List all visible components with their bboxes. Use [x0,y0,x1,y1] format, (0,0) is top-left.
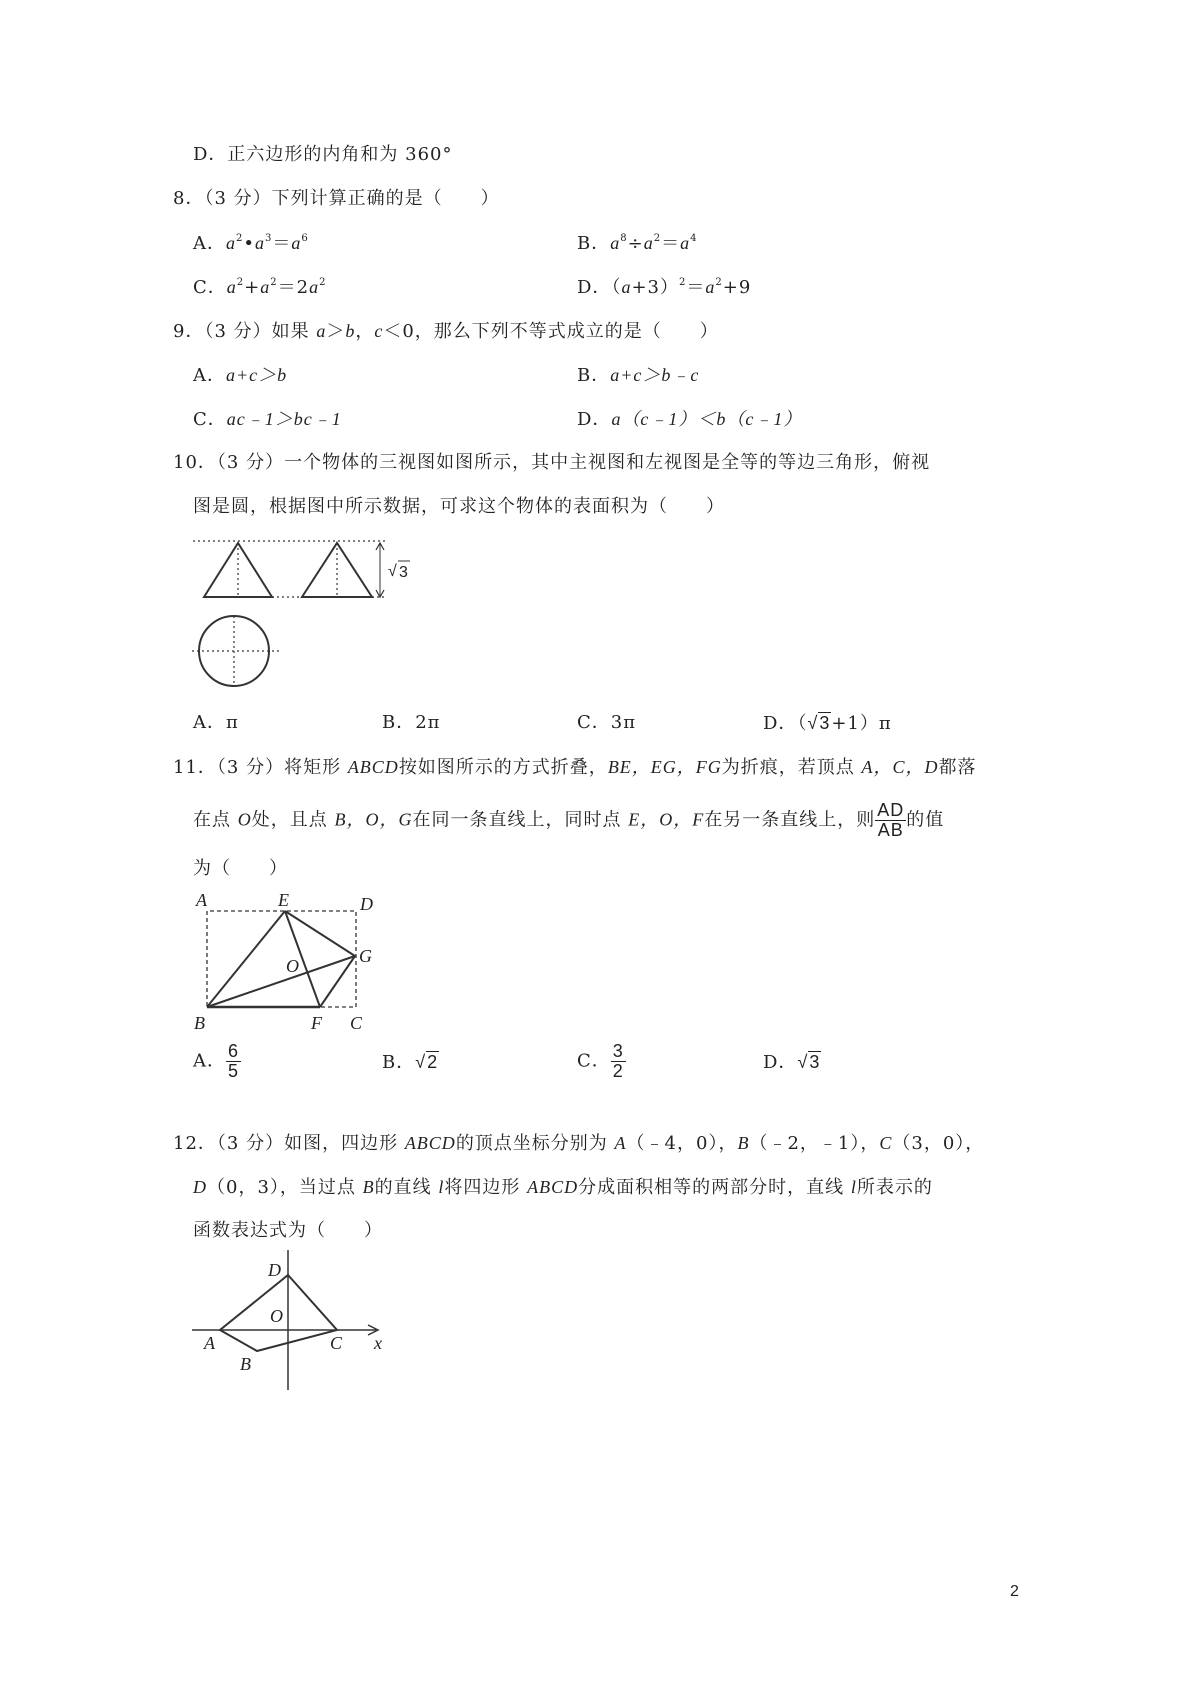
math-op: • [243,233,255,254]
option-label: D． [763,713,798,734]
option-label: C． [577,1050,611,1072]
exponent: 4 [690,233,698,244]
label-x: x [374,1333,382,1353]
option-expr: a+c＞b﹣c [610,365,700,385]
option-label: C． [577,712,611,733]
q9-option-d [577,407,802,432]
math-op: +9 [722,277,752,298]
fraction-denominator: 2 [612,1061,624,1081]
stem-text: 都落 [938,757,977,778]
q7-option-d: D．正六边形的内角和为 360° [193,144,453,165]
label-b: B [240,1354,251,1374]
stem-text: 为折痕，若顶点 [721,757,862,778]
math-var: B，O，G [334,809,413,830]
math-var: B [737,1133,750,1153]
exponent: 3 [265,233,273,244]
q12-stem-line1 [173,1131,984,1156]
math-op: ＝ [661,233,681,254]
math-var: a [610,233,621,253]
math-var: O [237,809,252,830]
stem-text: 在同一条直线上，同时点 [412,809,629,831]
math-op: ÷ [627,233,644,254]
coord-text: （﹣4，0）， [626,1133,738,1154]
math-var: BE，EG，FG [607,757,722,777]
exponent: 2 [319,277,327,288]
math-var: a [705,277,716,297]
option-label: A． [193,712,226,733]
stem-text: 的顶点坐标分别为 [455,1133,615,1154]
label-c: C [330,1333,343,1353]
math-var: l [438,1177,445,1197]
q12-coordinate-figure [190,1250,400,1400]
option-label: B． [577,365,611,386]
exponent: 2 [236,233,244,244]
stem-text: 将四边形 [444,1177,528,1198]
radicand: 3 [819,713,831,733]
math-var: b [345,321,356,341]
exponent: 2 [653,233,662,244]
option-fraction [611,1042,626,1081]
label-o: O [286,956,299,976]
math-var: D [193,1177,207,1197]
coord-text: （0，3），当过点 [207,1177,363,1198]
option-label: D． [577,409,612,430]
label-a: A [204,1333,215,1353]
option-fraction [226,1042,241,1081]
exponent: 2 [236,277,245,288]
option-label: B． [382,1052,416,1073]
q8-option-b [577,231,697,256]
rectangle-outline [207,911,356,1007]
q11-option-a [193,1042,241,1081]
math-var: a [680,233,691,253]
option-label: A． [193,1050,226,1072]
option-label: C． [193,409,227,430]
page-number: 2 [1010,1583,1019,1600]
q8-option-d [577,275,751,300]
sqrt-expr: √3 [797,1052,821,1072]
fraction-numerator: AD [877,800,905,820]
math-var: B [362,1177,375,1197]
option-label: D． [577,277,612,298]
q9-option-b [577,363,699,388]
math-var: a [643,233,654,253]
q8-option-a [193,231,309,256]
option-expr: ac﹣1＞bc﹣1 [226,409,342,429]
math-var: a [316,321,327,341]
q10-stem-line2: 图是圆，根据图中所示数据，可求这个物体的表面积为（ ） [193,496,725,517]
label-e: E [278,890,289,910]
fraction-numerator: 3 [612,1041,624,1061]
radicand: 3 [809,1052,821,1072]
coord-text: （3，0）， [892,1133,985,1154]
stem-text: 12．（3 分）如图，四边形 [173,1133,405,1154]
radicand: 2 [427,1052,439,1072]
paren: （ [611,277,622,298]
math-var: a [226,277,237,297]
math-var: C [879,1133,893,1153]
stem-text: 分成面积相等的两部分时，直线 [578,1177,851,1198]
crease-fg [320,956,355,1007]
q11-option-b [382,1050,439,1075]
stem-text: 的直线 [374,1177,439,1198]
q11-stem-line1 [173,755,977,780]
math-op: ＝ [686,277,706,298]
math-var: E，O，F [628,809,705,830]
stem-text: 11．（3 分）将矩形 [173,757,348,778]
label-g: G [359,946,372,966]
stem-text: ， [355,321,375,342]
q9-stem [173,319,719,344]
q8-option-c [193,275,326,300]
q10-three-view-figure [190,530,420,690]
option-expr: a+c＞b [226,365,288,385]
ratio-fraction [875,801,906,840]
height-sqrt-sign: √ [388,563,397,580]
q12-stem-line2 [193,1175,933,1200]
option-label: C． [193,277,227,298]
q9-option-c [193,407,342,432]
math-op: ＞ [326,321,346,342]
exponent: 2 [270,277,278,288]
fraction-denominator: AB [877,820,904,840]
segment-bg [207,956,355,1007]
q11-stem-line3: 为（ ） [193,858,288,879]
math-var: a [291,233,302,253]
option-expr: +1）π [831,713,892,734]
option-label: A． [193,233,226,254]
math-var: A，C，D [861,757,939,777]
math-var: a [260,277,271,297]
math-var: ABCD [527,1177,579,1197]
stem-text: 所表示的 [856,1177,933,1198]
option-expr: 2π [415,712,441,733]
q11-option-c [577,1042,626,1081]
stem-text: 按如图所示的方式折叠， [398,757,608,778]
math-var: a [226,233,236,253]
label-b: B [194,1013,205,1032]
math-var: c [374,321,384,341]
label-c: C [350,1013,363,1032]
math-var: ABCD [404,1133,456,1153]
q10-stem-line1: 10．（3 分）一个物体的三视图如图所示，其中主视图和左视图是全等的等边三角形，俯视 [173,452,931,473]
coord-text: （﹣2，﹣1）， [749,1133,880,1154]
math-op: + [244,277,261,298]
q11-folded-rectangle-figure [190,890,390,1032]
option-label: A． [193,365,226,386]
stem-text: 在另一条直线上，则 [704,809,876,831]
q9-option-a [193,363,287,388]
stem-text: 在点 [193,809,238,831]
crease-eg [285,911,355,956]
math-var: A [614,1133,627,1153]
q10-option-b [382,711,441,735]
q12-stem-line3: 函数表达式为（ ） [193,1220,383,1241]
exponent: 2 [715,277,723,288]
q10-option-c [577,711,636,735]
math-op: ＝2 [277,277,310,298]
q8-stem: 8．（3 分）下列计算正确的是（ ） [173,188,500,209]
fraction-numerator: 6 [228,1041,240,1061]
stem-text: 9．（3 分）如果 [173,321,317,342]
label-o: O [270,1306,283,1326]
sqrt-expr: √2 [415,1052,439,1072]
exponent: 8 [620,233,628,244]
label-f: F [311,1013,322,1032]
math-op: +3） [631,277,679,298]
option-expr: a（c﹣1）＜b（c﹣1） [611,409,803,429]
q11-option-d [763,1050,821,1075]
stem-text: 的值 [906,809,945,831]
q10-option-a [193,711,239,735]
label-a: A [196,890,207,910]
math-var: a [621,277,632,297]
option-label: B． [382,712,416,733]
math-var: a [255,233,265,253]
option-expr: π [226,712,239,733]
fraction-denominator: 5 [228,1061,240,1081]
label-d: D [360,894,373,914]
option-label: D． [763,1052,798,1073]
math-var: l [850,1177,857,1197]
paren: （ [797,713,808,734]
stem-text: 处，且点 [251,809,335,831]
math-var: ABCD [347,757,399,777]
label-d: D [268,1260,281,1280]
math-var: a [309,277,320,297]
option-label: B． [577,233,611,254]
height-value-label: 3 [399,564,408,581]
option-expr: 3π [610,712,637,733]
stem-text: ＜0，那么下列不等式成立的是（ ） [383,321,719,342]
exponent: 2 [678,277,687,288]
q10-option-d [763,711,892,736]
sqrt-expr: √3 [807,713,831,733]
math-op: ＝ [272,233,292,254]
q11-stem-line2 [193,801,944,840]
exponent: 6 [301,233,309,244]
